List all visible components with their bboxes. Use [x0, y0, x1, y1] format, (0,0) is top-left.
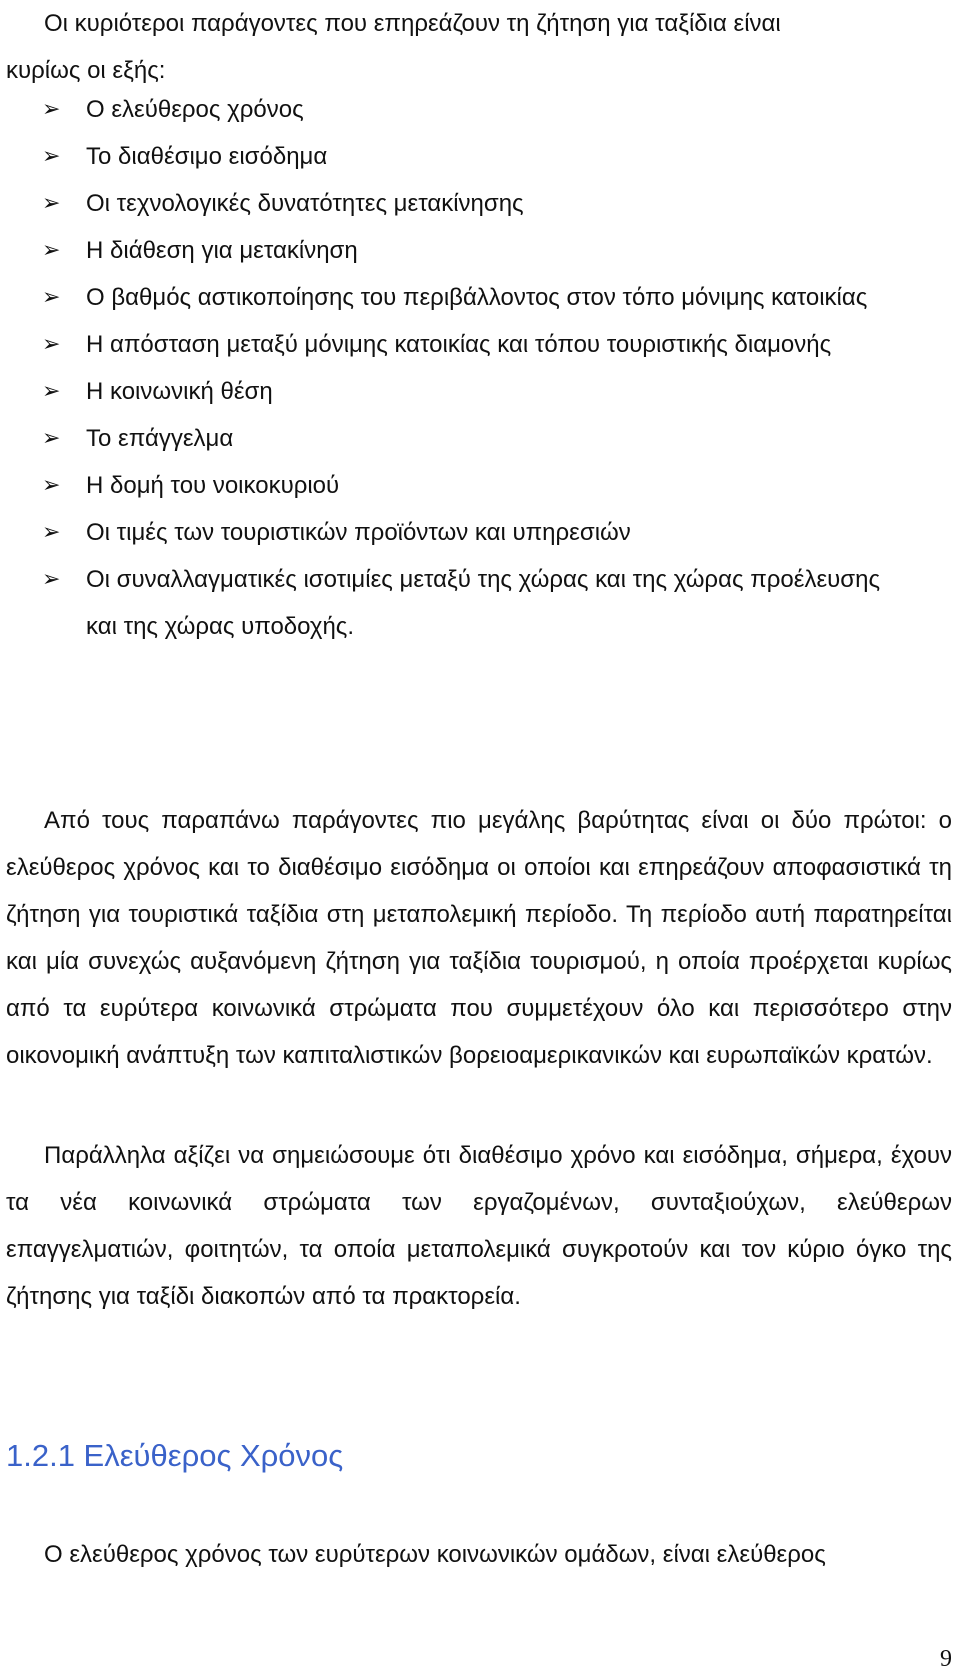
list-item [0, 86, 886, 133]
list-item [0, 321, 886, 368]
arrowhead-bullet-icon [42, 274, 60, 321]
body-paragraph-3: Ο ελεύθερος χρόνος των ευρύτερων κοινωνικών ομάδων, είναι ελεύθερος [44, 1541, 826, 1568]
list-item-text: Η δομή του νοικοκυριού [86, 472, 340, 499]
list-item [0, 556, 886, 650]
arrowhead-bullet-icon [42, 509, 60, 556]
page-number: 9 [940, 1646, 952, 1672]
list-item [0, 133, 886, 180]
list-item-text: Οι τεχνολογικές δυνατότητες μετακίνησης [86, 190, 524, 217]
intro-line-2: κυρίως οι εξής: [6, 57, 166, 84]
arrowhead-bullet-icon [42, 227, 60, 274]
list-item-text: Ο ελεύθερος χρόνος [86, 96, 304, 123]
list-item [0, 227, 886, 274]
list-item-text: Οι συναλλαγματικές ισοτιμίες μεταξύ της χώρας και της χώρας προέλευσης και της χώρας υποδοχής. [86, 566, 881, 640]
arrowhead-bullet-icon [42, 133, 60, 180]
arrowhead-bullet-icon [42, 86, 60, 133]
factors-bullet-list [0, 86, 960, 650]
list-item-text: Ο βαθμός αστικοποίησης του περιβάλλοντος στον τόπο μόνιμης κατοικίας [86, 284, 868, 311]
arrowhead-bullet-icon [42, 368, 60, 415]
arrowhead-bullet-icon [42, 556, 60, 603]
list-item-text: Η κοινωνική θέση [86, 378, 273, 405]
list-item-text: Το επάγγελμα [86, 425, 234, 452]
list-item [0, 462, 886, 509]
arrowhead-bullet-icon [42, 321, 60, 368]
list-item-text: Οι τιμές των τουριστικών προϊόντων και υπηρεσιών [86, 519, 631, 546]
section-heading: 1.2.1 Ελεύθερος Χρόνος [6, 1438, 344, 1473]
list-item [0, 180, 886, 227]
body-paragraph-1: Από τους παραπάνω παράγοντες πιο μεγάλης βαρύτητας είναι οι δύο πρώτοι: ο ελεύθερος χρόνος και το διαθέσιμο εισόδημα οι οποίοι και επηρεάζουν αποφασιστικά τη ζήτηση για τουριστικά ταξίδια στη μεταπολεμική περίοδο. Τη περίοδο αυτή παρατηρείται και μία συνεχώς αυξανόμενη ζήτηση για ταξίδια τουρισμού, η οποία προέρχεται κυρίως από τα ευρύτερα κοινωνικά στρώματα που συμμετέχουν όλο και περισσότερο στην οικονομική ανάπτυξη των καπιταλιστικών βορειοαμερικανικών και ευρωπαϊκών κρατών. [6, 807, 952, 1069]
list-item-text: Το διαθέσιμο εισόδημα [86, 143, 328, 170]
list-item-text: Η διάθεση για μετακίνηση [86, 237, 358, 264]
list-item [0, 415, 886, 462]
list-item [0, 509, 886, 556]
intro-line-1: Οι κυριότεροι παράγοντες που επηρεάζουν τη ζήτηση για ταξίδια είναι [44, 10, 781, 37]
body-paragraph-2: Παράλληλα αξίζει να σημειώσουμε ότι διαθέσιμο χρόνο και εισόδημα, σήμερα, έχουν τα νέα κοινωνικά στρώματα των εργαζομένων, συνταξιούχων, ελεύθερων επαγγελματιών, φοιτητών, τα οποία μεταπολεμικά συγκροτούν και τον κύριο όγκο της ζήτησης για ταξίδι διακοπών από τα πρακτορεία. [6, 1142, 952, 1310]
list-item [0, 274, 886, 321]
arrowhead-bullet-icon [42, 415, 60, 462]
intro-paragraph [6, 0, 952, 94]
arrowhead-bullet-icon [42, 180, 60, 227]
list-item [0, 368, 886, 415]
list-item-text: Η απόσταση μεταξύ μόνιμης κατοικίας και τόπου τουριστικής διαμονής [86, 331, 832, 358]
arrowhead-bullet-icon [42, 462, 60, 509]
